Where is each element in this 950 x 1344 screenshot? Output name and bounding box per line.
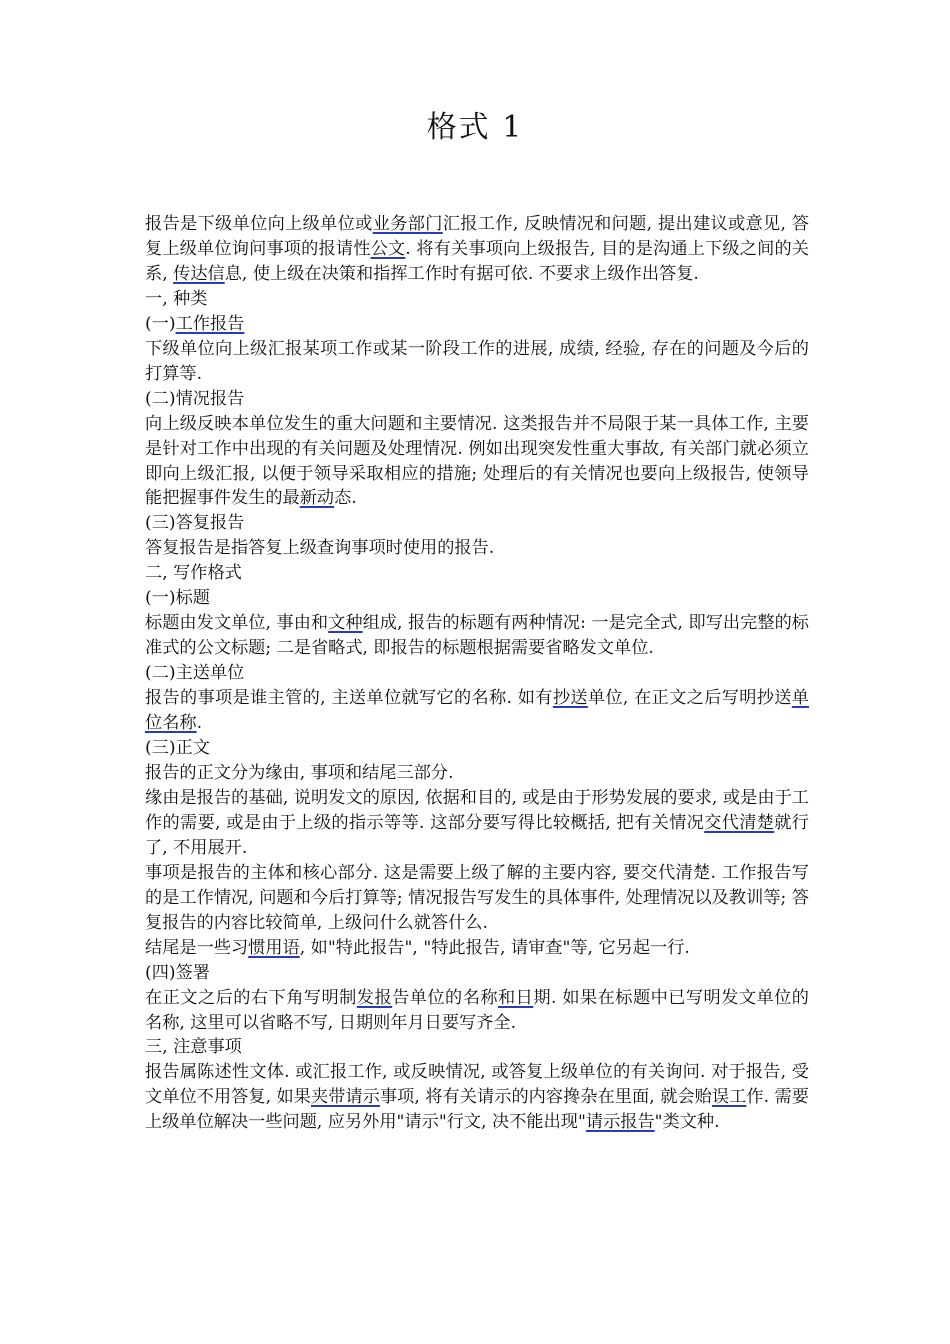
paragraph bbox=[145, 212, 809, 287]
text-run: 三, 注意事项 bbox=[145, 1037, 242, 1058]
text-run: , 如"特此报告", "特此报告, 请审查"等, 它另起一行. bbox=[299, 937, 690, 958]
paragraph bbox=[145, 536, 809, 561]
text-run: . bbox=[196, 713, 203, 734]
hyperlink[interactable]: 工作报告 bbox=[175, 313, 245, 334]
text-run: 态. bbox=[334, 488, 357, 509]
hyperlink[interactable]: 交代清楚 bbox=[704, 812, 775, 833]
paragraph bbox=[145, 961, 809, 986]
paragraph bbox=[145, 387, 809, 412]
paragraph bbox=[145, 337, 809, 387]
document-body bbox=[145, 212, 809, 1135]
text-run: 标题由发文单位, 事由和 bbox=[145, 613, 329, 634]
text-run: 组成, 报告的标题有两种情况: 一是完全式, 即写出完整的标准式的公文标题; 二是省略式, 即报告的标题根据需要省略发文单位. bbox=[145, 613, 809, 659]
hyperlink[interactable]: 发报 bbox=[356, 987, 393, 1008]
text-run: (一)标题 bbox=[145, 588, 210, 609]
paragraph bbox=[145, 312, 809, 337]
hyperlink[interactable]: 请示报告 bbox=[585, 1112, 655, 1133]
document-title: 格式 1 bbox=[426, 110, 524, 145]
paragraph bbox=[145, 661, 809, 686]
text-run: 汇报工作, 反映情况和问题, 提出建议或意见, 答复上级单位询问事项的报请性 bbox=[145, 214, 809, 259]
paragraph bbox=[145, 786, 809, 861]
text-run: 报告的正文分为缘由, 事项和结尾三部分. bbox=[145, 762, 454, 783]
hyperlink[interactable]: 惯用语 bbox=[248, 937, 300, 958]
paragraph bbox=[145, 761, 809, 786]
paragraph bbox=[145, 1060, 809, 1135]
text-run: 报告是下级单位向上级单位或 bbox=[145, 214, 373, 234]
text-run: (四)签署 bbox=[145, 962, 210, 983]
text-run: 一, 种类 bbox=[145, 288, 208, 309]
text-run: 告单位的名称 bbox=[392, 987, 499, 1008]
text-run: 二, 写作格式 bbox=[145, 563, 242, 584]
paragraph bbox=[145, 586, 809, 611]
text-run: 在正文之后的右下角写明制 bbox=[145, 987, 357, 1008]
text-run: "类文种. bbox=[654, 1112, 720, 1133]
hyperlink[interactable]: 新动 bbox=[299, 488, 335, 509]
text-run: . 将有关事项向上级报告, 目的是沟通上下级之间的关系, bbox=[145, 238, 809, 284]
paragraph bbox=[145, 936, 809, 961]
text-run: 事项是报告的主体和核心部分. 这是需要上级了解的主要内容, 要交代清楚. 工作报告写的是工作情况, 问题和今后打算等; 情况报告写发生的具体事件, 处理情况以及教训等; 答复报告的内容比较简单, 上级问什么就答什么. bbox=[145, 862, 809, 933]
text-run: 单位, 在正文之后写明抄送 bbox=[587, 688, 792, 709]
text-run: 缘由是报告的基础, 说明发文的原因, 依据和目的, 或是由于形势发展的要求, 或是由于工作的需要, 或是由于上级的指示等等. 这部分要写得比较概括, 把有关情况 bbox=[145, 787, 809, 833]
hyperlink[interactable]: 抄送 bbox=[552, 688, 588, 709]
hyperlink[interactable]: 传达信 bbox=[173, 263, 225, 284]
text-run: (二)主送单位 bbox=[145, 663, 245, 684]
paragraph bbox=[145, 736, 809, 761]
text-run: 报告属陈述性文体. 或汇报工作, 或反映情况, 或答复上级单位的有关询问. 对于报告, 受文单位不用答复, 如果 bbox=[145, 1062, 809, 1108]
text-run: 报告的事项是谁主管的, 主送单位就写它的名称. 如有 bbox=[145, 688, 553, 709]
text-run: (一) bbox=[145, 313, 176, 334]
text-run: (三)答复报告 bbox=[145, 513, 245, 534]
text-run: 作. 需要上级单位解决一些问题, 应另外用"请示"行文, 决不能出现" bbox=[145, 1087, 809, 1133]
hyperlink[interactable]: 夹带请示 bbox=[311, 1087, 380, 1108]
hyperlink[interactable]: 和日 bbox=[498, 987, 534, 1008]
text-run: 下级单位向上级汇报某项工作或某一阶段工作的进展, 成绩, 经验, 存在的问题及今后的打算等. bbox=[145, 338, 809, 384]
text-run: 息, 使上级在决策和指挥工作时有据可依. 不要求上级作出答复. bbox=[224, 263, 699, 284]
text-run: 事项, 将有关请示的内容搀杂在里面, 就会贻 bbox=[379, 1087, 712, 1108]
paragraph bbox=[145, 861, 809, 936]
paragraph bbox=[145, 1035, 809, 1060]
paragraph bbox=[145, 412, 809, 512]
hyperlink[interactable]: 误工 bbox=[711, 1087, 747, 1108]
hyperlink[interactable]: 文种 bbox=[328, 613, 363, 634]
hyperlink[interactable]: 业务部门 bbox=[372, 214, 443, 234]
text-run: 就行了, 不用展开. bbox=[145, 812, 809, 858]
text-run: (二)情况报告 bbox=[145, 388, 245, 409]
paragraph bbox=[145, 287, 809, 312]
hyperlink[interactable]: 单位名称 bbox=[145, 688, 809, 734]
paragraph bbox=[145, 561, 809, 586]
paragraph bbox=[145, 986, 809, 1036]
hyperlink[interactable]: 公文 bbox=[370, 238, 406, 259]
text-run: 结尾是一些习 bbox=[145, 937, 249, 958]
paragraph bbox=[145, 611, 809, 661]
paragraph bbox=[145, 686, 809, 736]
text-run: (三)正文 bbox=[145, 738, 210, 759]
text-run: 答复报告是指答复上级查询事项时使用的报告. bbox=[145, 538, 495, 559]
paragraph bbox=[145, 511, 809, 536]
text-run: 期. 如果在标题中已写明发文单位的名称, 这里可以省略不写, 日期则年月日要写齐全. bbox=[145, 987, 809, 1033]
text-run: 向上级反映本单位发生的重大问题和主要情况. 这类报告并不局限于某一具体工作, 主要是针对工作中出现的有关问题及处理情况. 例如出现突发性重大事故, 有关部门就必须立即向上级汇报, 以便于领导采取相应的措施; 处理后的有关情况也要向上级报告, 使领导能把握事件发生的最 bbox=[145, 413, 809, 509]
